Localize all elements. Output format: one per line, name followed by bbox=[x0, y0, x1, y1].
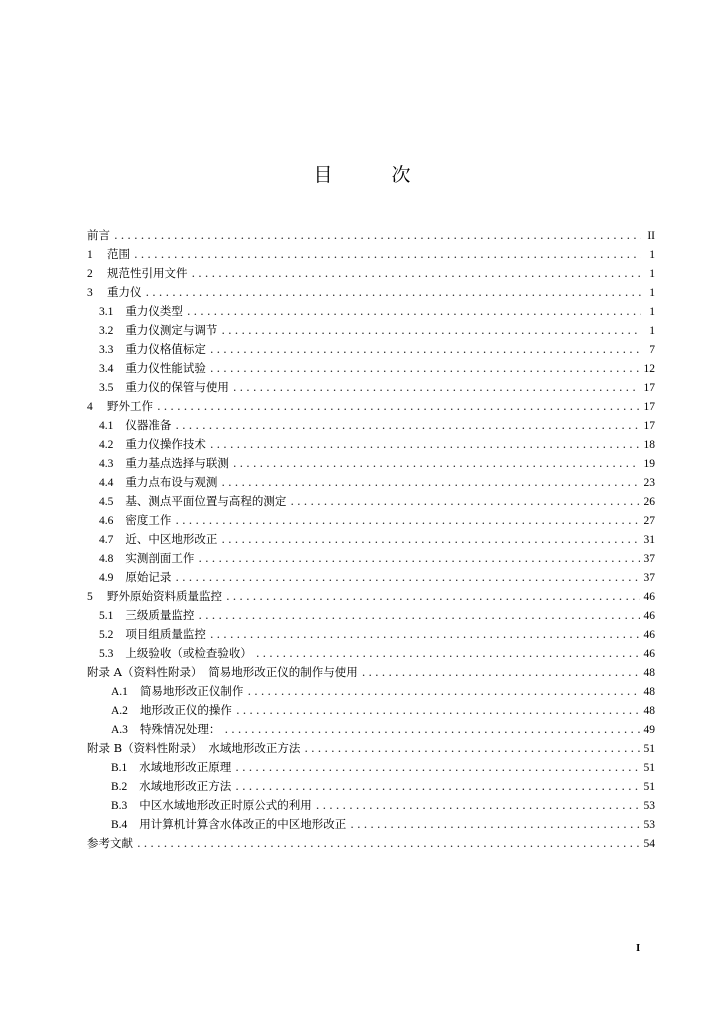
toc-entry-label: 近、中区地形改正 bbox=[125, 532, 218, 546]
toc-entry[interactable] bbox=[87, 264, 655, 283]
toc-dot-leader bbox=[210, 359, 640, 378]
toc-entry-number: A.3 bbox=[111, 724, 128, 736]
toc-dot-leader bbox=[137, 834, 640, 853]
toc-entry-page: 37 bbox=[643, 553, 655, 565]
toc-entry-label: 重力仪 bbox=[107, 285, 142, 299]
toc-dot-leader bbox=[226, 587, 640, 606]
toc-entry[interactable] bbox=[87, 435, 655, 454]
toc-dot-leader bbox=[290, 492, 639, 511]
toc-dot-leader bbox=[233, 454, 640, 473]
toc-entry-number: 4.4 bbox=[99, 477, 114, 489]
toc-entry[interactable] bbox=[87, 796, 655, 815]
toc-dot-leader bbox=[210, 625, 640, 644]
toc-entry-number: 4.7 bbox=[99, 534, 114, 546]
toc-entry-page: 17 bbox=[643, 401, 655, 413]
toc-dot-leader bbox=[114, 226, 641, 245]
toc-entry-label: 仪器准备 bbox=[125, 418, 172, 432]
toc-entry-number: 5.3 bbox=[99, 648, 114, 660]
toc-entry[interactable] bbox=[87, 226, 655, 245]
toc-entry-number: 4.1 bbox=[99, 420, 114, 432]
toc-entry-label: 地形改正仪的操作 bbox=[139, 703, 232, 717]
toc-entry-number: 4 bbox=[87, 401, 93, 413]
toc-dot-leader bbox=[221, 473, 639, 492]
toc-entry[interactable] bbox=[87, 378, 655, 397]
toc-entry-number: 3.5 bbox=[99, 382, 114, 394]
toc-entry-page: 51 bbox=[643, 781, 655, 793]
toc-entry-label: 基、测点平面位置与高程的测定 bbox=[125, 494, 287, 508]
toc-entry[interactable] bbox=[87, 283, 655, 302]
toc-entry-page: 17 bbox=[643, 420, 655, 432]
toc-dot-leader bbox=[175, 416, 639, 435]
table-of-contents bbox=[87, 226, 655, 853]
toc-entry-page: 51 bbox=[643, 762, 655, 774]
toc-entry-number: 4.9 bbox=[99, 572, 114, 584]
toc-dot-leader bbox=[210, 435, 640, 454]
toc-entry-number: 3.3 bbox=[99, 344, 114, 356]
toc-entry[interactable] bbox=[87, 416, 655, 435]
toc-entry-page: 1 bbox=[649, 249, 655, 261]
toc-entry-label: 重力仪测定与调节 bbox=[125, 323, 218, 337]
toc-entry[interactable] bbox=[87, 720, 655, 739]
toc-entry[interactable] bbox=[87, 815, 655, 834]
toc-dot-leader bbox=[235, 758, 639, 777]
toc-dot-leader bbox=[304, 739, 639, 758]
toc-entry[interactable] bbox=[87, 321, 655, 340]
toc-entry-page: 48 bbox=[643, 667, 655, 679]
toc-dot-leader bbox=[235, 777, 639, 796]
toc-entry[interactable] bbox=[87, 834, 655, 853]
toc-dot-leader bbox=[198, 606, 639, 625]
toc-entry-label: 用计算机计算含水体改正的中区地形改正 bbox=[139, 817, 347, 831]
toc-dot-leader bbox=[221, 530, 639, 549]
toc-entry-page: 46 bbox=[643, 648, 655, 660]
toc-dot-leader bbox=[192, 264, 642, 283]
toc-entry-label: 重力基点选择与联测 bbox=[125, 456, 229, 470]
toc-entry[interactable] bbox=[87, 568, 655, 587]
toc-entry[interactable] bbox=[87, 758, 655, 777]
toc-entry-page: 54 bbox=[643, 838, 655, 850]
page-number: I bbox=[636, 942, 641, 954]
toc-dot-leader bbox=[233, 378, 640, 397]
toc-entry-page: 18 bbox=[643, 439, 655, 451]
toc-entry-page: 46 bbox=[643, 610, 655, 622]
toc-entry[interactable] bbox=[87, 492, 655, 511]
toc-dot-leader bbox=[134, 245, 641, 264]
toc-entry-page: 1 bbox=[649, 306, 655, 318]
toc-entry-number: B.3 bbox=[111, 800, 128, 812]
toc-entry-label: 野外工作 bbox=[107, 399, 153, 413]
toc-entry[interactable] bbox=[87, 549, 655, 568]
toc-entry[interactable] bbox=[87, 245, 655, 264]
toc-dot-leader bbox=[175, 511, 639, 530]
toc-entry-label: 水域地形改正原理 bbox=[139, 760, 232, 774]
toc-entry-page: 48 bbox=[643, 686, 655, 698]
toc-entry-label: 重力仪操作技术 bbox=[125, 437, 206, 451]
toc-entry-page: 53 bbox=[643, 800, 655, 812]
toc-entry-number: A.2 bbox=[111, 705, 128, 717]
toc-entry-page: 26 bbox=[643, 496, 655, 508]
toc-entry-label: 范围 bbox=[107, 247, 130, 261]
toc-entry-label: 重力仪的保管与使用 bbox=[125, 380, 229, 394]
toc-entry-number: 4.2 bbox=[99, 439, 114, 451]
toc-entry-page: 1 bbox=[649, 268, 655, 280]
toc-entry[interactable] bbox=[87, 530, 655, 549]
toc-entry[interactable] bbox=[87, 777, 655, 796]
toc-entry-label: 三级质量监控 bbox=[125, 608, 195, 622]
toc-entry-number: 3.2 bbox=[99, 325, 114, 337]
toc-entry[interactable] bbox=[87, 606, 655, 625]
toc-entry-number: 5.1 bbox=[99, 610, 114, 622]
toc-entry[interactable] bbox=[87, 397, 655, 416]
toc-entry-number: 4.8 bbox=[99, 553, 114, 565]
page-title: 目 次 bbox=[313, 164, 431, 186]
toc-entry[interactable] bbox=[87, 663, 655, 682]
toc-dot-leader bbox=[362, 663, 640, 682]
toc-entry-label: 规范性引用文件 bbox=[107, 266, 188, 280]
toc-entry[interactable] bbox=[87, 701, 655, 720]
toc-entry-label: 原始记录 bbox=[125, 570, 172, 584]
toc-entry[interactable] bbox=[87, 454, 655, 473]
toc-entry-label: 实测剖面工作 bbox=[125, 551, 195, 565]
toc-dot-leader bbox=[187, 302, 641, 321]
toc-dot-leader bbox=[316, 796, 640, 815]
toc-dot-leader bbox=[146, 283, 642, 302]
toc-entry-page: 27 bbox=[643, 515, 655, 527]
toc-entry[interactable] bbox=[87, 359, 655, 378]
toc-entry[interactable] bbox=[87, 682, 655, 701]
toc-entry-number: 4.6 bbox=[99, 515, 114, 527]
toc-entry-label: 上级验收（或检查验收） bbox=[125, 646, 252, 660]
toc-entry-page: 46 bbox=[643, 629, 655, 641]
toc-entry-label: 密度工作 bbox=[125, 513, 172, 527]
toc-entry-number: 1 bbox=[87, 249, 93, 261]
toc-dot-leader bbox=[236, 701, 640, 720]
toc-entry[interactable] bbox=[87, 302, 655, 321]
toc-dot-leader bbox=[157, 397, 640, 416]
toc-dot-leader bbox=[224, 720, 639, 739]
toc-entry-page: 46 bbox=[643, 591, 655, 603]
toc-entry-number: 3 bbox=[87, 287, 93, 299]
toc-entry-label: 简易地形改正仪制作 bbox=[139, 684, 244, 698]
toc-entry-label: 前言 bbox=[87, 228, 110, 242]
toc-entry-page: 48 bbox=[643, 705, 655, 717]
toc-entry-page: II bbox=[647, 230, 655, 242]
toc-entry[interactable] bbox=[87, 340, 655, 359]
toc-entry-number: B.4 bbox=[111, 819, 128, 831]
toc-entry-page: 53 bbox=[643, 819, 655, 831]
toc-entry-number: B.2 bbox=[111, 781, 128, 793]
toc-dot-leader bbox=[256, 644, 640, 663]
toc-entry[interactable] bbox=[87, 644, 655, 663]
toc-entry-label: 重力仪性能试验 bbox=[125, 361, 206, 375]
toc-dot-leader bbox=[198, 549, 639, 568]
toc-entry-number: A.1 bbox=[111, 686, 128, 698]
toc-entry-label: 重力仪类型 bbox=[125, 304, 183, 318]
toc-entry-page: 51 bbox=[643, 743, 655, 755]
toc-entry[interactable] bbox=[87, 511, 655, 530]
toc-entry-label: 重力点布设与观测 bbox=[125, 475, 218, 489]
toc-entry-label: 附录 A（资料性附录） 简易地形改正仪的制作与使用 bbox=[87, 665, 358, 679]
toc-entry-label: 参考文献 bbox=[87, 836, 133, 850]
toc-entry-page: 1 bbox=[649, 325, 655, 337]
toc-dot-leader bbox=[350, 815, 639, 834]
toc-entry-page: 19 bbox=[643, 458, 655, 470]
toc-entry-label: 附录 B（资料性附录） 水域地形改正方法 bbox=[87, 741, 301, 755]
toc-entry[interactable] bbox=[87, 473, 655, 492]
toc-entry-number: 2 bbox=[87, 268, 93, 280]
toc-entry-page: 37 bbox=[643, 572, 655, 584]
toc-entry-page: 17 bbox=[643, 382, 655, 394]
toc-entry-page: 12 bbox=[643, 363, 655, 375]
toc-dot-leader bbox=[247, 682, 639, 701]
toc-entry-label: 中区水域地形改正时原公式的利用 bbox=[139, 798, 312, 812]
toc-entry-label: 野外原始资料质量监控 bbox=[107, 589, 222, 603]
toc-entry-number: 4.3 bbox=[99, 458, 114, 470]
toc-entry-number: 4.5 bbox=[99, 496, 114, 508]
toc-entry-number: 5 bbox=[87, 591, 93, 603]
toc-entry-label: 水域地形改正方法 bbox=[139, 779, 232, 793]
toc-entry-number: 3.4 bbox=[99, 363, 114, 375]
toc-entry[interactable] bbox=[87, 739, 655, 758]
toc-entry-label: 重力仪格值标定 bbox=[125, 342, 206, 356]
toc-entry-label: 特殊情况处理： bbox=[139, 722, 221, 736]
toc-entry-number: 3.1 bbox=[99, 306, 114, 318]
toc-entry-page: 1 bbox=[649, 287, 655, 299]
toc-entry[interactable] bbox=[87, 587, 655, 606]
toc-dot-leader bbox=[221, 321, 641, 340]
toc-dot-leader bbox=[210, 340, 641, 359]
toc-entry-label: 项目组质量监控 bbox=[125, 627, 206, 641]
toc-entry[interactable] bbox=[87, 625, 655, 644]
toc-entry-page: 7 bbox=[649, 344, 655, 356]
toc-entry-number: B.1 bbox=[111, 762, 128, 774]
toc-entry-number: 5.2 bbox=[99, 629, 114, 641]
toc-entry-page: 23 bbox=[643, 477, 655, 489]
toc-entry-page: 49 bbox=[643, 724, 655, 736]
toc-entry-page: 31 bbox=[643, 534, 655, 546]
toc-dot-leader bbox=[175, 568, 639, 587]
